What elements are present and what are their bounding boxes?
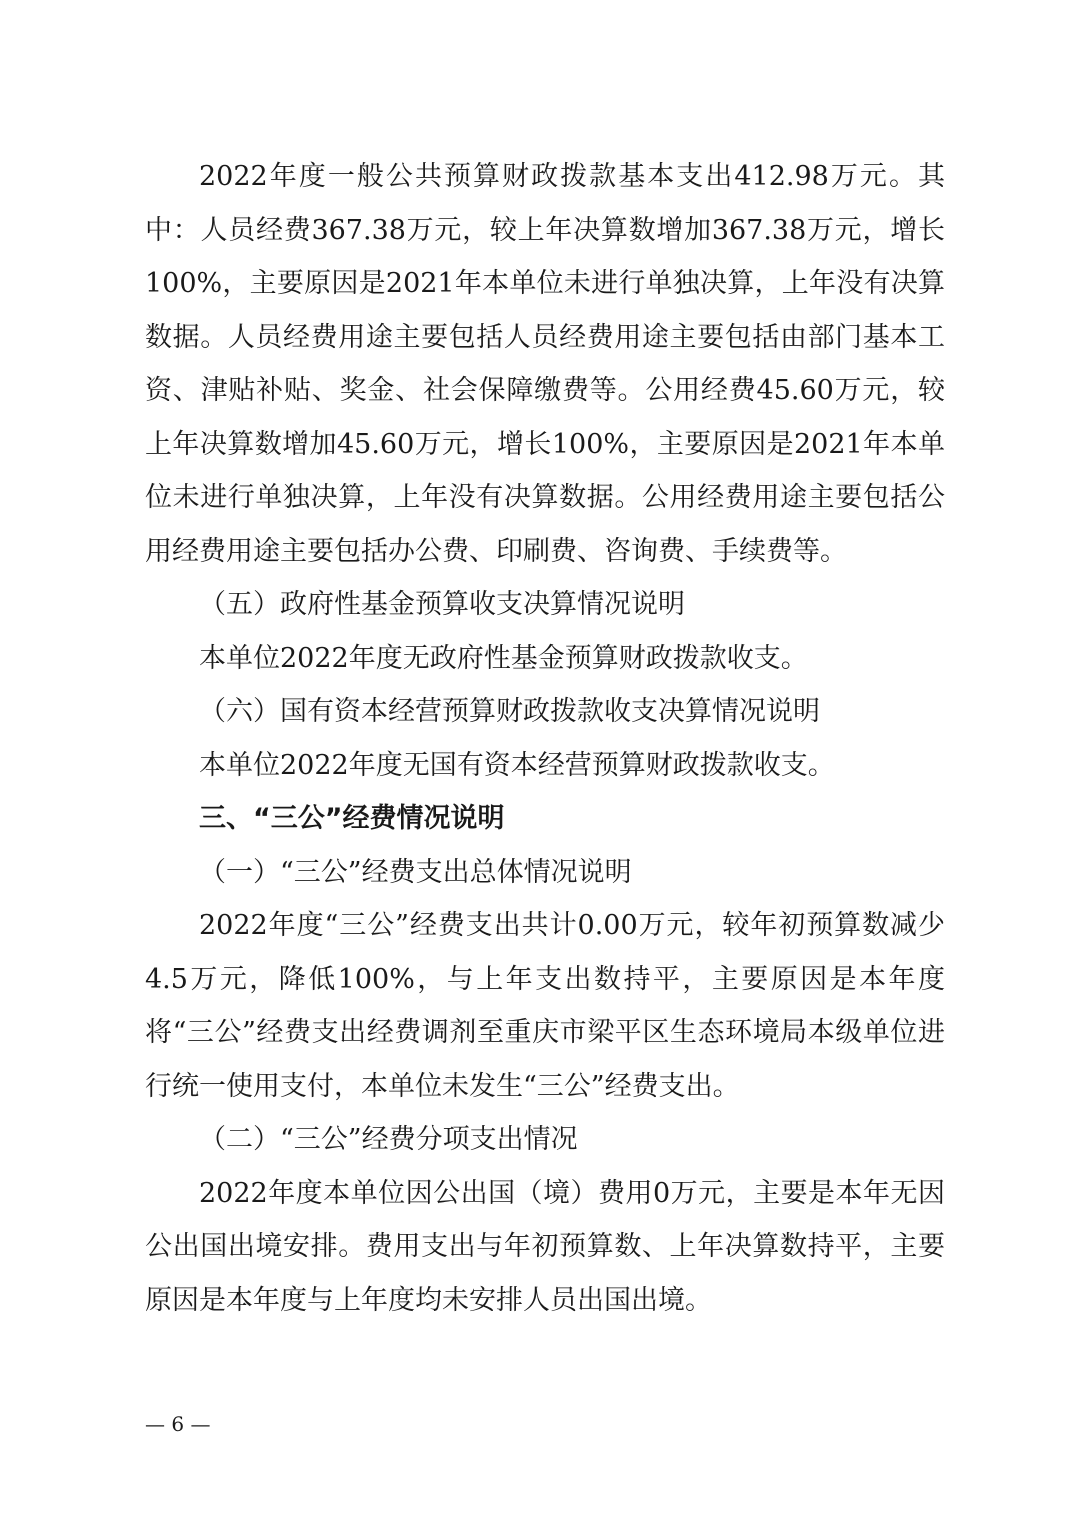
paragraph-state-capital: 本单位2022年度无国有资本经营预算财政拨款收支。 [199, 749, 835, 781]
document-body [145, 150, 945, 1327]
heading-government-fund: （五）政府性基金预算收支决算情况说明 [199, 589, 685, 620]
page-number: — 6 — [145, 1412, 211, 1436]
section-heading-three-public: 三、“三公”经费情况说明 [199, 803, 505, 834]
paragraph-three-public-overall: 2022年度“三公”经费支出共计0.00万元，较年初预算数减少4.5万元，降低100%，与上年支出数持平，主要原因是本年度将“三公”经费支出经费调剂至重庆市梁平区生态环境局本级单位进行统一使用支付，本单位未发生“三公”经费支出。 [145, 910, 945, 1102]
heading-three-public-overall: （一）“三公”经费支出总体情况说明 [199, 856, 632, 888]
paragraph-government-fund: 本单位2022年度无政府性基金预算财政拨款收支。 [199, 642, 808, 674]
paragraph-basic-expenditure: 2022年度一般公共预算财政拨款基本支出412.98万元。其中：人员经费367.38万元，较上年决算数增加367.38万元，增长100%，主要原因是2021年本单位未进行单独决算，上年没有决算数据。人员经费用途主要包括人员经费用途主要包括由部门基本工资、津贴补贴、奖金、社会保障缴费等。公用经费45.60万元，较上年决算数增加45.60万元，增长100%，主要原因是2021年本单位未进行单独决算，上年没有决算数据。公用经费用途主要包括公用经费用途主要包括办公费、印刷费、咨询费、手续费等。 [145, 161, 945, 567]
paragraph-abroad-expenses: 2022年度本单位因公出国（境）费用0万元，主要是本年无因公出国出境安排。费用支出与年初预算数、上年决算数持平，主要原因是本年度与上年度均未安排人员出国出境。 [145, 1177, 945, 1316]
heading-three-public-itemized: （二）“三公”经费分项支出情况 [199, 1124, 578, 1155]
heading-state-capital: （六）国有资本经营预算财政拨款收支决算情况说明 [199, 696, 820, 727]
